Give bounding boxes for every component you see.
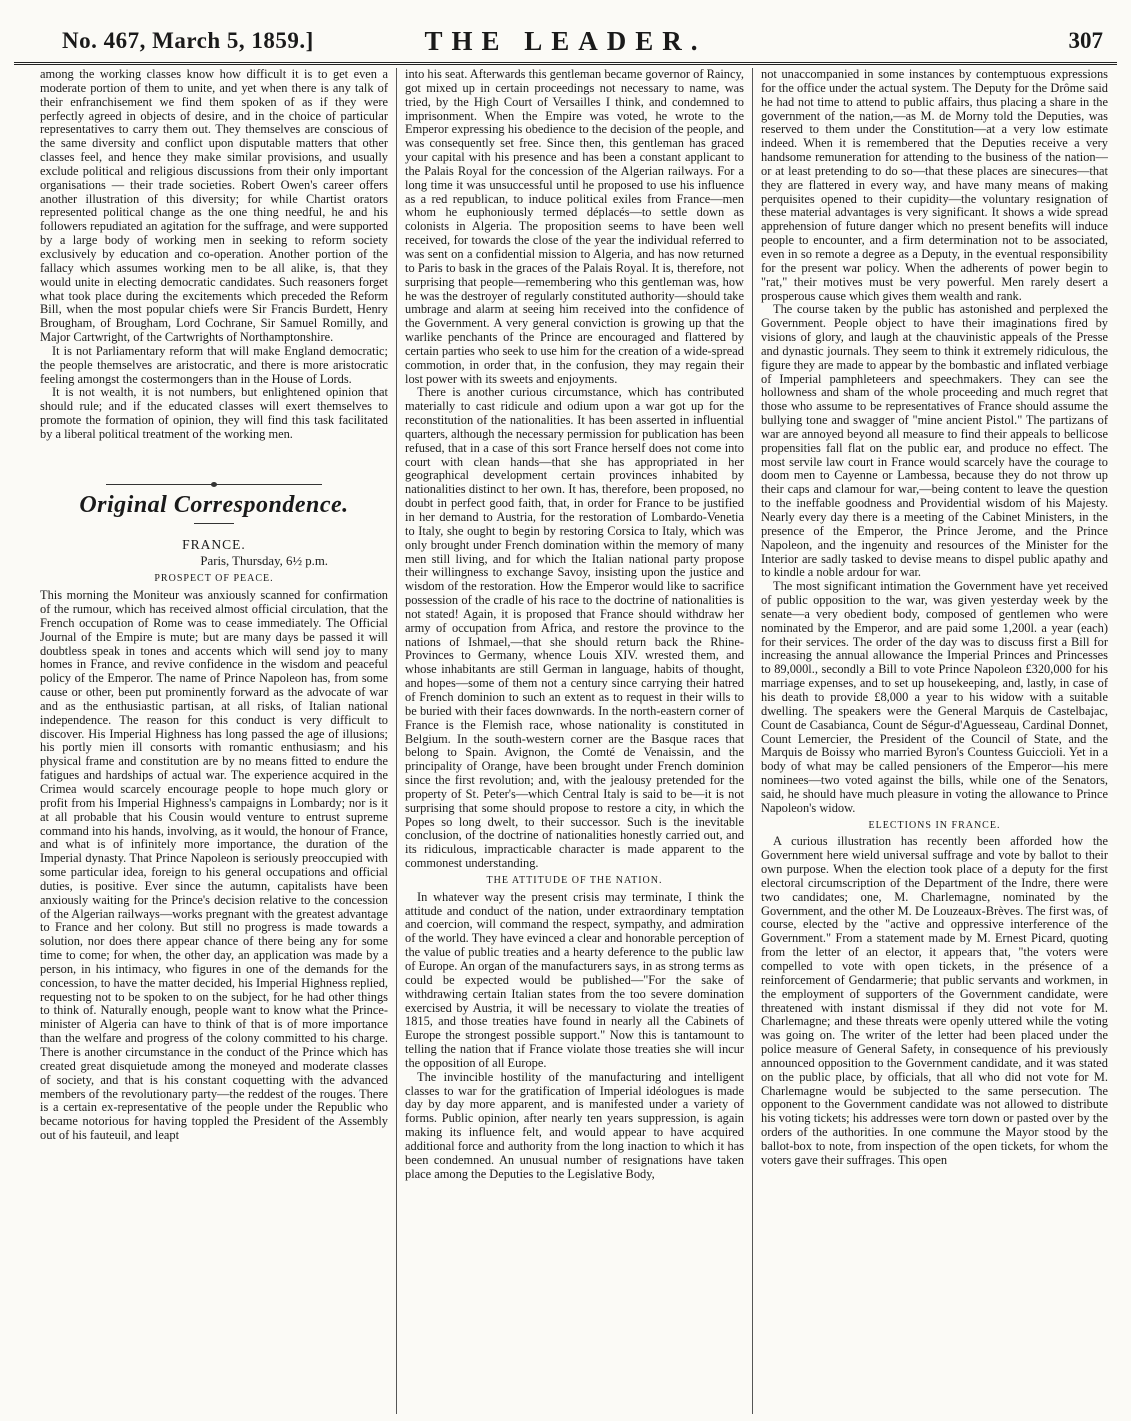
article-columns bbox=[40, 68, 1115, 1414]
paragraph: This morning the Moniteur was anxiously scanned for confirmation of the rumour, which has received almost official circulation, that the French occupation of Rome was to cease immediately. The Official Journal of the Empire is mute; but are many days be passed it will doubtless speak in tones and accents which will send joy to many homes in France, and revive confidence in the wisdom and peaceful policy of the Emperor. The name of Prince Napoleon has, from some cause or other, been put prominently forward as the advocate of war and as the enthusiastic partisan, at all risks, of Italian national independence. The reason for this conduct is very difficult to discover. His Imperial Highness has long passed the age of illusions; his portly mien ill consorts with romantic enthusiasm; and his physical frame and constitution are by no means fitted to endure the fatigues and hardships of actual war. The experience acquired in the Crimea would scarcely encourage people to hope much glory or profit from his Imperial Highness's campaigns in Lombardy; nor is it at all probable that his Cousin would venture to entrust supreme command into his hands, involving, as it would, the honour of France, and what is of infinitely more importance, the duration of the Imperial dynasty. That Prince Napoleon is seriously preoccupied with some particular idea, foreign to his general occupations and official duties, is positive. Ever since the autumn, capitalists have been anxiously waiting for the Prince's decision relative to the concession of the Algerian railways—works pregnant with the greatest advantage to France and her colony. But still no progress is made towards a solution, nor does there appear chance of there being any for some time to come; for when, the other day, an application was made by a person, in his intimacy, who figures in one of the demands for the concession, to have the matter decided, his Imperial Highness replied, requesting not to be spoken to on the subject, for he had other things to think of. Naturally enough, people want to know what the Prince-minister of Algeria can have to think of that is of more importance than the welfare and progress of the colony committed to his charge. There is another circumstance in the conduct of the Prince which has created great disquietude among the moneyed and moderate classes of society, and that is his constant coquetting with the advanced members of the revolutionary party—the reddest of the rouges. There is a certain ex-representative of the people under the Republic who became notorious for having toppled the President of the Assembly out of his fauteuil, and leapt bbox=[40, 588, 388, 1143]
dateline: Paris, Thursday, 6½ p.m. bbox=[200, 554, 328, 569]
section-divider bbox=[106, 484, 322, 485]
paragraph: It is not Parliamentary reform that will make England democratic; the people themselves are aristocratic, and there is more aristocratic feeling amongst the costermongers than in the House of Lords. bbox=[40, 343, 388, 386]
column-1 bbox=[40, 68, 396, 1414]
subheading: PROSPECT OF PEACE. bbox=[154, 573, 274, 585]
paragraph: The course taken by the public has astonished and perplexed the Government. People object to have their imaginations fired by visions of glory, and laugh at the chauvinistic appeals of the Presse and dynastic journals. They seem to think it extremely ridiculous, the figure they are made to appear by the bombastic and inflated verbiage of Imperial pamphleteers and speechmakers. They can see the hollowness and sham of the whole proceeding and much regret that those who assume to be representatives of France should assume the bullying tone and swagger of "mine ancient Pistol." The partizans of war are annoyed beyond all measure to find their appeals to bellicose propensities fall flat on the public ear, and produce no effect. The most servile law court in France would scarcely have the courage to doom men to Cayenne or Lambessa, because they do not throw up their caps and clamour for war,—being content to leave the question to the ineffable goodness and Providential wisdom of his Majesty. Nearly every day there is a meeting of the Cabinet Ministers, in the presence of the Emperor, the Prince Jerome, and the Prince Napoleon, and the ingenuity and resources of the Minister for the Interior are sadly tasked to devise means to dispel public apathy and to kindle a noble ardour for war. bbox=[761, 302, 1108, 580]
country-heading: FRANCE. bbox=[182, 536, 246, 552]
subheading: THE ATTITUDE OF THE NATION. bbox=[486, 874, 663, 886]
paragraph: The most significant intimation the Government have yet received of public opposition to the war, was given yesterday week by the senate—a very obedient body, composed of gentlemen who were nominated by the Emperor, and are paid some 1,200l. a year (each) for their services. The order of the day was to discuss first a Bill for increasing the annual allowance the Imperial Princes and Princesses to 89,000l., secondly a Bill to vote Prince Napoleon £320,000 for his marriage expenses, and to set up housekeeping, and, lastly, in case of his death to provide £8,000 a year to his widow with a suitable dwelling. The speakers were the General Marquis de Castelbajac, Count de Casabianca, Count de Ségur-d'Aguesseau, Cardinal Donnet, Count Lemercier, the President of the Council of State, and the Marquis de Boissy who married Byron's Countess Guiccioli. Yet in a body of what may be called pensioners of the Emperor—his mere nominees—two voted against the bills, while one of the Senators, said, he should have much pleasure in voting the allowance to Prince Napoleon's widow. bbox=[761, 579, 1108, 815]
masthead bbox=[14, 22, 1117, 65]
paragraph: A curious illustration has recently been afforded how the Government here wield universal suffrage and vote by ballot to their own purpose. When the election took place of a deputy for the first electoral circumscription of the Department of the Indre, there were two candidates; one, M. Charlemagne, nominated by the Government, and the other M. De Louzeaux-Brèves. The first was, of course, elected by the "active and oppressive interference of the Government." From a statement made by M. Ernest Picard, quoting from the letter of an elector, it appears that, "the voters were compelled to vote with open tickets, in the présence of a reinforcement of Gendarmerie; that public servants and workmen, in the employment of supporters of the Government candidate, were threatened with instant dismissal if they did not vote for M. Charlemagne; and these threats were openly uttered while the voting was going on. The writer of the letter had been placed under the police measure of General Safety, in consequence of his previously announced opposition to the Government candidate, and it was stated on the public place, by officials, that all who did not vote for M. Charlemagne would be subjected to the same persecution. The opponent to the Government candidate was not allowed to distribute his voting tickets; his addresses were torn down or pasted over by the orders of the authorities. In one commune the Mayor stood by the ballot-box to note, from inspection of the open tickets, for whom the voters gave their suffrages. This open bbox=[761, 834, 1108, 1167]
column-3 bbox=[752, 68, 1108, 1414]
page-number: 307 bbox=[1068, 28, 1103, 53]
column-2 bbox=[396, 68, 752, 1414]
section-heading: Original Correspondence. bbox=[79, 491, 349, 518]
newspaper-title: THE LEADER. bbox=[424, 26, 707, 56]
subheading: ELECTIONS IN FRANCE. bbox=[868, 819, 1001, 831]
paragraph: There is another curious circumstance, which has contributed materially to cast ridicule and odium upon a war got up for the reconstitution of the nationalities. It has been asserted in influential quarters, although the necessary permission for publication has been refused, that in a case of this sort France herself does not come into court with clean hands—that she has appropriated in her geographical development certain provinces inhabited by nationalities distinct to her own. It has, therefore, been proposed, no doubt in perfect good faith, that, in order for France to be justified in her demand to Austria, for the restoration of Lombardo-Venetia to Italy, she ought to begin by restoring Corsica to Italy, which was only brought under French domination within the memory of many men still living, and for which the Italian national party propose their willingness to exchange Savoy, insisting upon the justice and wisdom of the restoration. How the Emperor would like to sacrifice possession of the cradle of his race to the doctrine of nationalities is not stated! Again, it is proposed that France should withdraw her army of occupation from Africa, and restore the province to the nations of Ishmael,—that she should return back the Rhine-Provinces to Germany, whence Louis XIV. wrested them, and whose inhabitants are still German in language, habits of thought, and hopes—some of them not a century since carrying their hatred of French dominion to such an extent as to request in their wills to be buried with their faces downwards. In the north-eastern corner of France is the Flemish race, whose nationality is constituted in Belgium. In the south-western corner are the Basque races that belong to Spain. Avignon, the Comté de Venaissin, and the principality of Orange, have been brought under French dominion since the first revolution; and, with the jealousy pretended for the property of St. Peter's—which Central Italy is said to be—it is not surprising that some should propose to restore a city, in which the Popes so long dwelt, to their successor. Such is the inevitable conclusion, of the doctrine of nationalities honestly carried out, and its ridiculous, impracticable character is made apparent to the commonest understanding. bbox=[405, 385, 744, 871]
paragraph: It is not wealth, it is not numbers, but enlightened opinion that should rule; and if the educated classes will exert themselves to promote the formation of opinion, they will find this task facilitated by a liberal political treatment of the working men. bbox=[40, 385, 388, 441]
paragraph: not unaccompanied in some instances by contemptuous expressions for the office under the actual system. The Deputy for the Drôme said he had not time to attend to public affairs, thus placing a share in the government of the nation,—as M. de Morny told the Deputies, was reserved to them under the Constitution—at a very low estimate indeed. When it is remembered that the Deputies receive a very handsome remuneration for attending to the business of the nation—or at least pretending to do so—that these places are sinecures—that they are flattered in every way, and have many means of making perquisites opened to their cupidity—the voluntary resignation of these material advantages is very significant. It shows a wide spread apprehension of future danger which no present benefits will induce people to encounter, and a firm determination not to be associated, even in so remote a degree as a Deputy, in the eventual responsibility for the present war policy. When the adherents of power begin to "rat," their motives must be very powerful. Men rarely desert a prosperous cause which gives them wealth and rank. bbox=[761, 68, 1108, 303]
paragraph: In whatever way the present crisis may terminate, I think the attitude and conduct of the nation, under extraordinary temptation and coercion, will command the respect, sympathy, and admiration of the world. They have evinced a clear and honorable perception of the value of public treaties and a hearty deference to the public law of Europe. An organ of the manufacturers says, in as strong terms as could be expected would be published—"For the sake of withdrawing certain Italian states from the too severe domination exercised by Austria, it will be necessary to violate the treaties of 1815, and those treaties have found in nearly all the Cabinets of Europe the strongest possible support." Now this is tantamount to telling the nation that if France violate those treaties she will incur the opposition of all Europe. bbox=[405, 889, 744, 1070]
paragraph: among the working classes know how difficult it is to get even a moderate portion of them to unite, and yet when there is any talk of their enfranchisement we find them spoken of as if they were perfectly agreed in objects of desire, and in the choice of particular representatives to carry them out. They themselves are conscious of the same diversity and conflict upon disputable matters that other classes feel, and hence they make similar provisions, and usually exclude political and religious discussions from their only important organisations — their trade societies. Robert Owen's career offers another illustration of this diversity; for while Chartist orators represented political change as the one thing needful, he and his followers repudiated an agitation for the suffrage, and were supported by a large body of working men in seeking to reform society exclusively by education and co-operation. Another portion of the fallacy which assumes working men to be all alike, is, that they would unite in electing democratic candidates. Such reasoners forget what took place during the excitements which preceded the Reform Bill, when the most popular chiefs were Sir Francis Burdett, Henry Brougham, of Brougham, Lord Cochrane, Sir Samuel Romilly, and Major Cartwright, of the Cartwrights of Northamptonshire. bbox=[40, 68, 388, 345]
issue-date: No. 467, March 5, 1859.] bbox=[62, 28, 314, 53]
paragraph: The invincible hostility of the manufacturing and intelligent classes to war for the gratification of Imperial idéologues is made day by day more apparent, and is manifested under a variety of forms. Public opinion, after nearly ten years suppression, is again making its influence felt, and would appear to have acquired additional force and authority from the long inaction to which it has been condemned. An unusual number of resignations have taken place among the Deputies to the Legislative Body, bbox=[405, 1069, 744, 1181]
paragraph: into his seat. Afterwards this gentleman became governor of Raincy, got mixed up in certain proceedings not necessary to name, was tried, by the High Court of Versailles I think, and condemned to imprisonment. When the Empire was voted, he wrote to the Emperor expressing his obedience to the decision of the people, and was consequently set free. Since then, this gentleman has graced your capital with his presence and has been a constant applicant to the Palais Royal for the concession of the Algerian railways. For a long time it was unsuccessful until he proposed to use his influence as a red republican, to induce political exiles from France—men whom he euphoniously termed déplacés—to settle down as colonists in Algeria. The proposition seems to have been well received, for towards the close of the year the individual referred to was sent on a confidential mission to Algeria, and has now returned to Paris to bask in the graces of the Palais Royal. It is, therefore, not surprising that people—remembering who this gentleman was, how he was the destroyer of regularly constituted authority—should take umbrage and alarm at seeing him received into the confidence of the Government. A very general conviction is growing up that the warlike penchants of the Prince are encouraged and flattered by certain parties who seek to use him for the creation of a wide-spread commotion, in order that, in the confusion, they may regain their lost power with its sweets and enjoyments. bbox=[405, 68, 744, 386]
heading-rule bbox=[194, 523, 234, 524]
